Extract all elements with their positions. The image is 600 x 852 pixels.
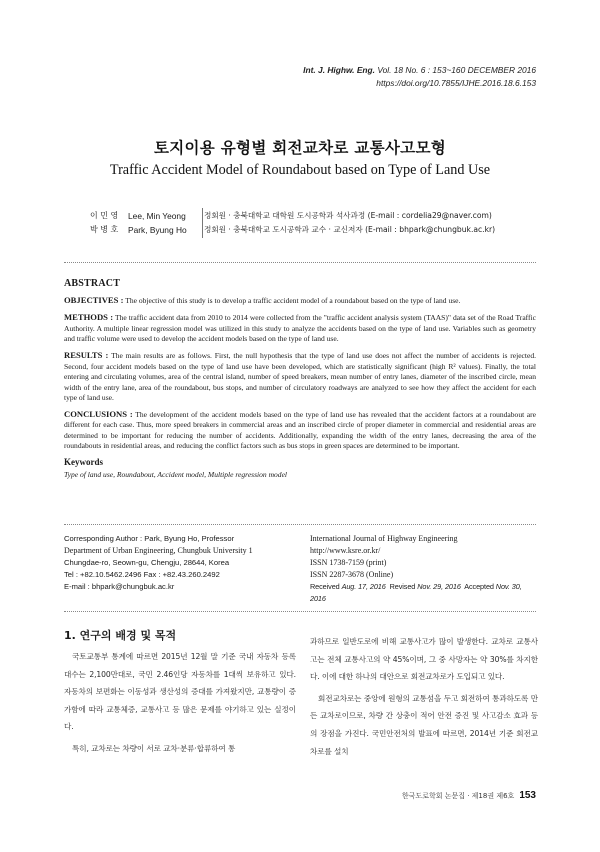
- title-english: Traffic Accident Model of Roundabout based on Type of Land Use: [109, 162, 491, 178]
- page-footer: [402, 790, 536, 801]
- results-text: The main results are as follows. First, the null hypothesis that the type of land use does not affect the number of accidents is rejected. Second, four accident models based on the type of land use have been developed, which are statistically significant (high R² values). Finally, the total entering and circulating volumes, area of the central island, number of speed breakers, mean number of entry lanes, diameter of the inscribed circle, mean width of the entry lane, area of the roundabout, bus stops, and number of circulatory roadways are analyzed to see how they affect the accident for each type of land use.: [64, 351, 536, 403]
- body-text: [310, 633, 538, 760]
- journal-doi[interactable]: https://doi.org/10.7855/IJHE.2016.18.6.153: [376, 78, 536, 88]
- keywords-heading: Keywords: [64, 457, 103, 468]
- body-text: [64, 648, 296, 758]
- divider-top: [64, 262, 536, 263]
- jinfo-line: ISSN 2287-3678 (Online): [310, 570, 394, 580]
- corr-line: Tel : +82.10.5462.2496 Fax : +82.43.260.2492: [64, 570, 220, 580]
- divider-middle: [64, 524, 536, 525]
- revised-date: Nov. 29, 2016: [417, 582, 461, 592]
- body-column-left: [64, 627, 296, 762]
- author-divider: [202, 208, 203, 238]
- author-name-en: Park, Byung Ho: [128, 225, 187, 235]
- corr-email[interactable]: E-mail : bhpark@chungbuk.ac.kr: [64, 582, 175, 592]
- journal-name: Int. J. Highw. Eng.: [303, 65, 375, 75]
- author-list: [90, 209, 495, 237]
- keywords-list: Type of land use, Roundabout, Accident model, Multiple regression model: [64, 469, 288, 479]
- abstract-objectives: [64, 295, 536, 306]
- received-date: Aug. 17, 2016: [341, 582, 386, 592]
- jinfo-url[interactable]: http://www.ksre.or.kr/: [310, 546, 381, 556]
- author-affiliation: 정회원 · 충북대학교 대학원 도시공학과 석사과정 (E-mail : cordelia29@naver.com): [204, 211, 492, 220]
- author-name-en: Lee, Min Yeong: [128, 211, 186, 221]
- objectives-label: OBJECTIVES :: [64, 295, 124, 306]
- methods-label: METHODS :: [64, 312, 114, 323]
- correspondence-block: [64, 533, 299, 593]
- revised-label: Revised: [389, 582, 416, 592]
- journal-issue: Vol. 18 No. 6 : 153~160 DECEMBER 2016: [377, 65, 536, 75]
- author-name-ko: 박 병 호: [90, 225, 119, 234]
- paragraph: 국토교통부 통계에 따르면 2015년 12월 말 기준 국내 자동차 등록 대수는 2,100만대로, 국민 2.46인당 자동차를 1대씩 보유하고 있다. 자동차의 보편화는 이동성과 생산성의 증대를 가져왔지만, 교통량이 증가함에 따라 교통체증, 교통사고 등 많은 문제를 야기하고 있는 실정이다.: [64, 652, 296, 732]
- corr-line: Department of Urban Engineering, Chungbuk University 1: [64, 546, 253, 556]
- footer-journal: 한국도로학회 논문집 · 제18권 제6호: [401, 791, 515, 800]
- jinfo-line: ISSN 1738-7159 (print): [310, 558, 387, 568]
- journal-header: [303, 64, 536, 90]
- abstract-heading: ABSTRACT: [64, 278, 121, 289]
- page-number: 153: [519, 790, 536, 801]
- divider-bottom: [64, 611, 536, 612]
- author-name-ko: 이 민 영: [90, 211, 119, 220]
- author-row: [90, 223, 495, 237]
- body-column-right: [310, 633, 538, 764]
- paragraph: 회전교차로는 중앙에 원형의 교통섬을 두고 회전하여 통과하도록 만든 교차로이므로, 차량 간 상충이 적어 안전 증진 및 사고감소 효과 등의 장점을 가진다. 국민안전처의 발표에 따르면, 2014년 기준 회전교차로를 설치: [310, 693, 538, 756]
- conclusions-text: The development of the accident models based on the type of land use has revealed that the accident factors at a roundabout are different for each case. Thus, more speed breakers in commercial areas and an inscribed circle of proper diameter in commercial and residential areas are determined to be important for reducing the number of accidents. Additionally, expanding the width of the entry lanes, decreasing the area of the roundabouts in residential areas, and reducing the conflict factors such as bus stops in green spaces are determined to be important.: [64, 410, 536, 451]
- accepted-label: Accepted: [464, 582, 494, 592]
- section-heading: 1. 연구의 배경 및 목적: [64, 629, 177, 642]
- received-label: Received: [310, 582, 340, 592]
- corr-line: Chungdae-ro, Seown-gu, Chengju, 28644, Korea: [64, 558, 230, 568]
- paragraph: 특히, 교차로는 차량이 서로 교차·분류·합류하여 통: [72, 743, 236, 753]
- jinfo-line: International Journal of Highway Engineering: [310, 534, 458, 543]
- paragraph: 과하므로 일반도로에 비해 교통사고가 많이 발생한다. 교차로 교통사고는 전체 교통사고의 약 45%이며, 그 중 사망자는 약 30%를 차지한다. 이에 대한 하나의 대안으로 회전교차로가 도입되고 있다.: [310, 637, 538, 682]
- objectives-text: The objective of this study is to develop a traffic accident model of a roundabout based on the type of land use.: [123, 296, 461, 306]
- author-row: [90, 209, 495, 223]
- conclusions-label: CONCLUSIONS :: [64, 409, 133, 420]
- abstract-results: [64, 350, 536, 403]
- results-label: RESULTS :: [64, 350, 109, 361]
- abstract-methods: [64, 312, 536, 344]
- journal-info-block: [310, 533, 538, 606]
- abstract-conclusions: [64, 409, 536, 452]
- corr-line: Corresponding Author : Park, Byung Ho, Professor: [64, 534, 235, 543]
- accepted-date: Nov. 30, 2016: [310, 582, 522, 604]
- methods-text: The traffic accident data from 2010 to 2014 were collected from the "traffic accident analysis system (TAAS)" data set of the Road Traffic Authority. A multiple linear regression model was utilized in this study to analyze the accidents based on the type of land use. Variables such as geometry and traffic volume were used to develop the accident models based on the type of land use.: [64, 313, 537, 344]
- dates-line: [310, 581, 538, 605]
- title-korean: 토지이용 유형별 회전교차로 교통사고모형: [153, 139, 446, 157]
- abstract: [64, 279, 536, 480]
- author-affiliation: 정회원 · 충북대학교 도시공학과 교수 · 교신저자 (E-mail : bhpark@chungbuk.ac.kr): [204, 225, 496, 234]
